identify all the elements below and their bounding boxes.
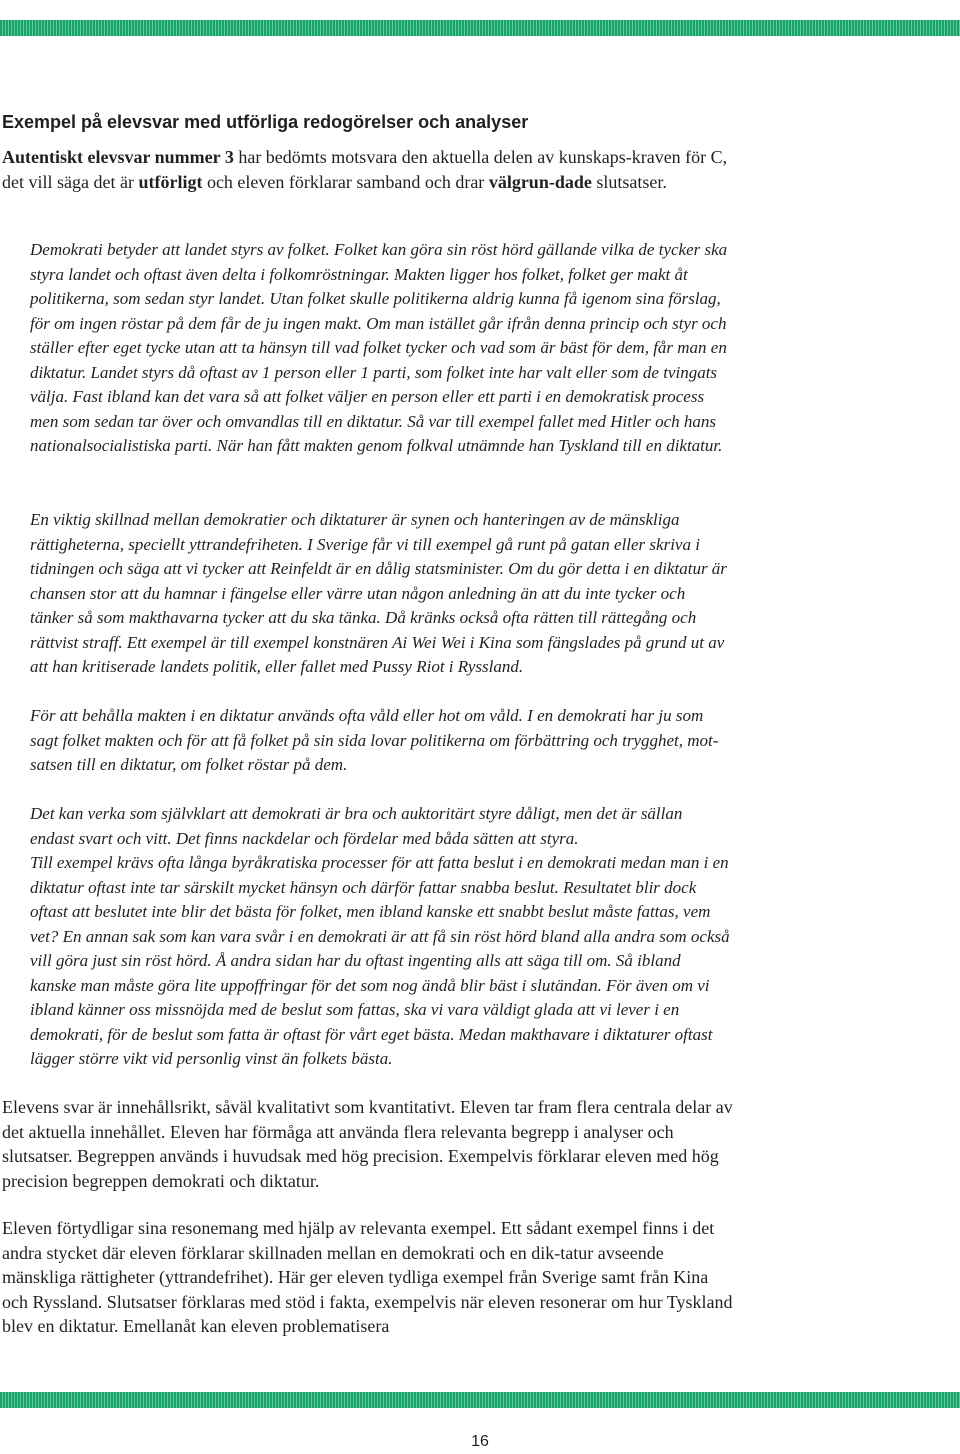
section-heading: Exempel på elevsvar med utförliga redogörelser och analyser	[2, 112, 529, 132]
bottom-decorative-bar	[0, 1392, 960, 1408]
intro-bold-2: utförligt	[138, 171, 203, 192]
student-answer-paragraph-5: Till exempel krävs ofta långa byråkratiska processer för att fatta beslut i en demokrati medan man i en diktatur oftast inte tar särskilt mycket hänsyn och därför fattar snabba beslut. Resultatet blir dock oftast att beslutet inte blir det bästa för folket, men ibland kanske ett snabbt beslut måste fattas, vem vet? En annan sak som kan vara svår i en demokrati är att få sin röst hörd bland alla andra som också vill göra just sin röst hörd. Å andra sidan har du oftast ingenting alls att säga till om. Så ibland kanske man måste göra lite uppoffringar för det som nog ändå blir bäst i slutändan. För även om vi ibland känner oss missnöjda med de beslut som fattas, ska vi vara väldigt glada att vi lever i en demokrati, för de beslut som fatta är oftast för vårt eget bästa. Medan makthavare i diktaturer oftast lägger större vikt vid personlig vinst än folkets bästa.	[30, 853, 730, 1068]
intro-text-2: och eleven förklarar samband och drar	[202, 171, 489, 192]
student-answer-paragraph-4: Det kan verka som självklart att demokrati är bra och auktoritärt styre dåligt, men det är sällan endast svart och vitt. Det finns nackdelar och fördelar med båda sätten att styra.	[30, 804, 683, 848]
commentary-paragraph-1: Elevens svar är innehållsrikt, såväl kvalitativt som kvantitativt. Eleven tar fram flera centrala delar av det aktuella innehållet. Eleven har förmåga att använda flera relevanta begrepp i analyser och slutsatser. Begreppen används i huvudsak med hög precision. Exempelvis förklarar eleven med hög precision begreppen demokrati och diktatur.	[2, 1097, 733, 1191]
commentary-paragraph-2: Eleven förtydligar sina resonemang med hjälp av relevanta exempel. Ett sådant exempel finns i det andra stycket där eleven förklarar skillnaden mellan en demokrati och en dik-tatur avseende mänskliga rättigheter (yttrandefrihet). Här ger eleven tydliga exempel från Sverige samt från Kina och Ryssland. Slutsatser förklaras med stöd i fakta, exempelvis när eleven resonerar om hur Tyskland blev en diktatur. Emellanåt kan eleven problematisera	[2, 1218, 733, 1336]
intro-text-1: har bedömts motsvara den aktuella delen av kunskaps-kraven för C, det vill säga det är	[2, 147, 728, 192]
student-answer-paragraph-1: Demokrati betyder att landet styrs av folket. Folket kan göra sin röst hörd gällande vilka de tycker ska styra landet och oftast även delta i folkomröstningar. Makten ligger hos folket, folket ger makt åt politikerna, som sedan styr landet. Utan folket skulle politikerna aldrig kunna få igenom sina förslag, för om ingen röstar på dem får de ju ingen makt. Om man istället går ifrån denna princip och styr och ställer efter eget tycke utan att ta hänsyn till vad folket tycker och vad som är bäst för dem, får man en diktatur. Landet styrs då oftast av 1 person eller 1 parti, som folket inte har valt eller som de tvingats välja. Fast ibland kan det vara så att folket väljer en person eller ett parti i en demokratisk process men som sedan tar över och omvandlas till en diktatur. Så var till exempel fallet med Hitler och hans nationalsocialistiska parti. När han fått makten genom folkval utnämnde han Tyskland till en diktatur.	[30, 240, 728, 455]
intro-text-3: slutsatser.	[591, 171, 667, 192]
intro-bold-1: Autentiskt elevsvar nummer 3	[2, 147, 234, 167]
top-decorative-bar	[0, 20, 960, 36]
page-number: 16	[471, 1433, 489, 1450]
intro-paragraph	[2, 145, 730, 194]
student-answer-paragraph-2: En viktig skillnad mellan demokratier och diktaturer är synen och hanteringen av de mänskliga rättigheterna, speciellt yttrandefriheten. I Sverige får vi till exempel gå runt på gatan eller skriva i tidningen och säga att vi tycker att Reinfeldt är en dålig statsminister. Om du gör detta i en diktatur är chansen stor att du hamnar i fängelse eller värre utan någon anledning än att du inte tycker och tänker så som makthavarna tycker att du ska tänka. Då kränks också ofta rätten till rättegång och rättvist straff. Ett exempel är till exempel konstnären Ai Wei Wei i Kina som fängslades på grund ut av att han kritiserade landets politik, eller fallet med Pussy Riot i Ryssland.	[30, 510, 727, 676]
intro-bold-3: välgrun-dade	[488, 171, 592, 192]
student-answer-paragraph-3: För att behålla makten i en diktatur används ofta våld eller hot om våld. I en demokrati har ju som sagt folket makten och för att få folket på sin sida lovar politikerna om förbättring och trygghet, mot-satsen till en diktatur, om folket röstar på dem.	[30, 706, 719, 774]
